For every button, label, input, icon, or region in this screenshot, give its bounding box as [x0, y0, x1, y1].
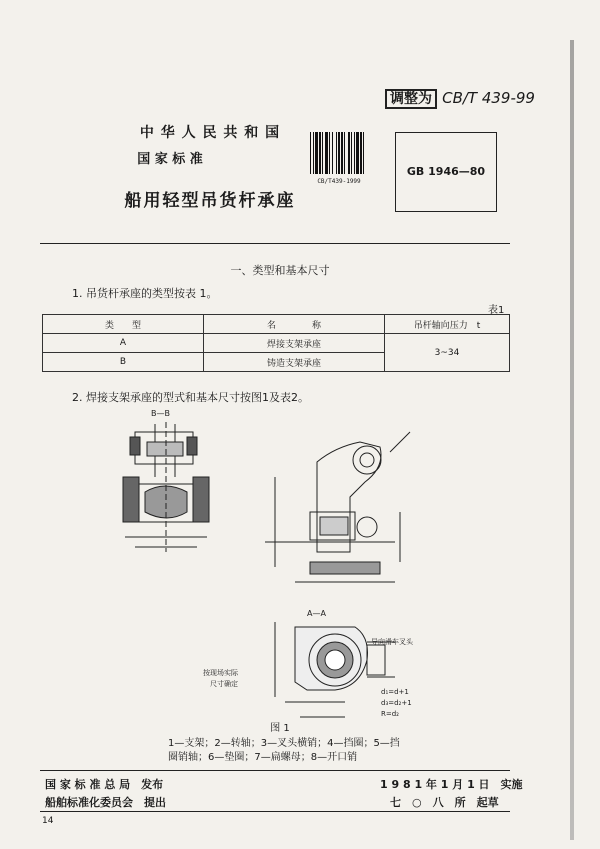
table-cell-load: 3~34	[385, 334, 510, 372]
main-view	[265, 432, 410, 582]
barcode-bar	[348, 132, 350, 174]
barcode-text: CB/T439-1999	[317, 178, 361, 185]
table-label: 表1	[488, 305, 505, 316]
stamp-code: CB/T 439-99	[442, 89, 535, 107]
barcode-bar	[315, 132, 318, 174]
figure-caption: 图 1	[270, 723, 290, 734]
section-aa-view	[275, 622, 395, 717]
header-divider	[40, 243, 510, 244]
callout-guide-pulley: 导向滑车叉头	[371, 638, 413, 646]
footer-drafter: 七 ○ 八 所 起草	[390, 796, 499, 809]
barcode	[308, 132, 370, 185]
barcode-bar	[363, 132, 364, 174]
item2-text: 2. 焊接支架承座的型式和基本尺寸按图1及表2。	[72, 391, 309, 404]
header-org: 中 华 人 民 共 和 国	[139, 125, 281, 141]
header-std-type: 国 家 标 准	[137, 152, 203, 167]
footer-effective-date: 1 9 8 1 年 1 月 1 日 实施	[380, 778, 523, 791]
barcode-bar	[319, 132, 321, 174]
table-cell-type: A	[43, 334, 204, 353]
callout-site-size-1: 按现场实际	[203, 669, 238, 677]
table-header-name: 名 称	[204, 315, 385, 334]
barcode-bars	[308, 132, 370, 174]
callout-site-size-2: 尺寸确定	[210, 680, 238, 688]
figure-legend-2: 圈销轴；6—垫圈；7—扁螺母；8—开口销	[168, 752, 358, 763]
barcode-bar	[338, 132, 340, 174]
barcode-bar	[360, 132, 362, 174]
barcode-bar	[313, 132, 314, 174]
table-cell-name: 焊接支架承座	[204, 334, 385, 353]
table-header-row	[43, 315, 510, 334]
type-table	[42, 314, 510, 372]
table-cell-name: 铸造支架承座	[204, 353, 385, 372]
barcode-bar	[341, 132, 343, 174]
footer-proposer: 船舶标准化委员会 提出	[45, 796, 166, 809]
barcode-bar	[344, 132, 345, 174]
table-cell-type: B	[43, 353, 204, 372]
page-number: 14	[42, 816, 54, 826]
formula-d1: d₁=d+1	[381, 688, 409, 696]
footer-bottom-rule	[40, 811, 510, 812]
scan-edge-shadow	[570, 40, 574, 840]
formula-d3: d₃=d₂+1	[381, 699, 412, 707]
figure-legend-1: 1—支架；2—转轴；3—叉头横销；4—挡圈；5—挡	[168, 738, 400, 749]
table-header-type: 类 型	[43, 315, 204, 334]
gb-code: GB 1946—80	[406, 165, 486, 178]
barcode-bar	[351, 132, 352, 174]
barcode-bar	[329, 132, 330, 174]
barcode-bar	[336, 132, 337, 174]
bb-label: B—B	[151, 409, 170, 418]
section-heading: 一、类型和基本尺寸	[230, 264, 330, 277]
revision-stamp	[385, 88, 535, 108]
barcode-bar	[354, 132, 355, 174]
footer-divider	[40, 770, 510, 771]
barcode-bar	[310, 132, 311, 174]
formula-r: R=d₂	[381, 710, 399, 718]
table-row	[43, 334, 510, 353]
barcode-bar	[332, 132, 333, 174]
barcode-bar	[322, 132, 323, 174]
item1-text: 1. 吊货杆承座的类型按表 1。	[72, 287, 218, 300]
table-header-load: 吊杆轴向压力 t	[385, 315, 510, 334]
page-title: 船用轻型吊货杆承座	[124, 191, 296, 211]
barcode-bar	[325, 132, 328, 174]
footer-issuer: 国 家 标 准 总 局 发布	[45, 778, 164, 791]
figure-1-drawing	[95, 402, 425, 722]
stamp-label: 调整为	[385, 89, 437, 109]
section-bb-view	[123, 422, 209, 552]
barcode-bar	[356, 132, 359, 174]
aa-label: A—A	[307, 609, 326, 618]
